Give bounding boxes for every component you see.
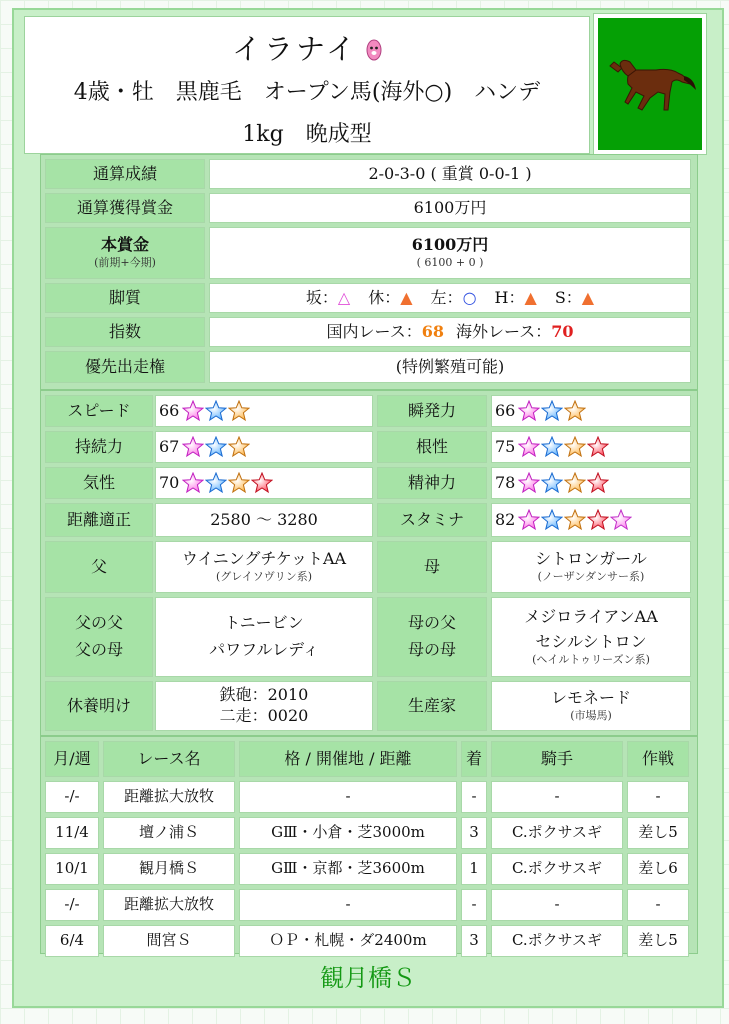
horse-name: イラナイ bbox=[232, 32, 358, 66]
horse-profile-line: 4歳・牡 黒鹿毛 オープン馬(海外○) ハンデ bbox=[73, 80, 541, 105]
dam-name: シトロンガール bbox=[535, 549, 647, 569]
leg-rest-name: 休： bbox=[368, 287, 401, 307]
star-icon bbox=[182, 436, 204, 458]
speed-label: スピード bbox=[45, 395, 153, 427]
distance-value: 2580 〜 3280 bbox=[155, 503, 373, 537]
leg-left-name: 左： bbox=[430, 287, 463, 307]
dam-sire-label: 母の父 bbox=[407, 613, 456, 633]
prize-label: 本賞金 bbox=[100, 235, 149, 255]
sire-name: ウイニングチケットAA bbox=[181, 549, 347, 569]
burst-label: 瞬発力 bbox=[377, 395, 487, 427]
race-row-0-jockey: - bbox=[491, 781, 623, 813]
prize-sub: (前期+今期) bbox=[94, 256, 156, 270]
star-icon bbox=[564, 400, 586, 422]
sire-cell bbox=[155, 541, 373, 593]
header-grade-venue-distance: 格 / 開催地 / 距離 bbox=[239, 741, 457, 777]
race-row-0-grade-venue-distance: - bbox=[239, 781, 457, 813]
sustain-label: 持続力 bbox=[45, 431, 153, 463]
star-icon bbox=[205, 436, 227, 458]
star-icon bbox=[182, 400, 204, 422]
race-row-2-grade-venue-distance: GⅢ・京都・芝3600m bbox=[239, 853, 457, 885]
race-row-1-finish: 3 bbox=[461, 817, 487, 849]
sustain-value-cell bbox=[155, 431, 373, 463]
star-icon bbox=[228, 400, 250, 422]
race-row-2-finish: 1 bbox=[461, 853, 487, 885]
dam-sire: メジロライアンAA bbox=[524, 607, 658, 627]
race-row-4-jockey: C.ポクサスギ bbox=[491, 925, 623, 957]
index-overseas-label: 海外レース： bbox=[456, 321, 552, 341]
header-race-name: レース名 bbox=[103, 741, 235, 777]
index-overseas: 70 bbox=[551, 321, 574, 341]
stamina-stars bbox=[518, 509, 633, 531]
guts-value: 75 bbox=[495, 436, 516, 456]
star-icon bbox=[541, 400, 563, 422]
star-icon bbox=[610, 509, 632, 531]
race-row-3-week: -/- bbox=[45, 889, 99, 921]
stamina-label: スタミナ bbox=[377, 503, 487, 537]
star-icon bbox=[182, 472, 204, 494]
header-strategy: 作戦 bbox=[627, 741, 689, 777]
legs-label: 脚質 bbox=[45, 283, 205, 313]
breeder-sub: (市場馬) bbox=[570, 709, 612, 723]
stamina-value-cell bbox=[491, 503, 691, 537]
priority-value: (特例繁殖可能) bbox=[209, 351, 691, 383]
breeder-label: 生産家 bbox=[377, 681, 487, 731]
burst-value: 66 bbox=[495, 400, 516, 420]
star-icon bbox=[541, 509, 563, 531]
summary-section bbox=[40, 154, 698, 390]
race-row-1-jockey: C.ポクサスギ bbox=[491, 817, 623, 849]
leg-slope-name: 坂： bbox=[305, 287, 338, 307]
horse-portrait bbox=[596, 16, 704, 152]
index-value bbox=[209, 317, 691, 347]
star-icon bbox=[564, 436, 586, 458]
star-icon bbox=[587, 509, 609, 531]
leg-rest-mark: ▲ bbox=[400, 287, 413, 307]
legs-value bbox=[209, 283, 691, 313]
sire-parents-cell bbox=[155, 597, 373, 677]
race-row-3-race-name: 距離拡大放牧 bbox=[103, 889, 235, 921]
index-label: 指数 bbox=[45, 317, 205, 347]
guts-label: 根性 bbox=[377, 431, 487, 463]
speed-value-cell bbox=[155, 395, 373, 427]
temper-value-cell bbox=[155, 467, 373, 499]
breeder-name: レモネード bbox=[550, 688, 631, 708]
star-icon bbox=[518, 472, 540, 494]
race-row-0-finish: - bbox=[461, 781, 487, 813]
burst-value-cell bbox=[491, 395, 691, 427]
race-row-4-strategy: 差し5 bbox=[627, 925, 689, 957]
record-label: 通算成績 bbox=[45, 159, 205, 189]
sire-sire: トニービン bbox=[224, 613, 304, 633]
sire-dam-label: 父の母 bbox=[74, 640, 123, 659]
temper-label: 気性 bbox=[45, 467, 153, 499]
pink-face-icon bbox=[366, 34, 382, 68]
guts-stars bbox=[518, 436, 610, 458]
rest-second: 二走：0020 bbox=[219, 706, 309, 725]
sire-dam: パワフルレディ bbox=[209, 640, 319, 659]
leg-left-mark: ○ bbox=[462, 287, 477, 307]
sire-parents-label bbox=[45, 597, 153, 677]
race-history-table bbox=[41, 737, 697, 953]
star-icon bbox=[518, 400, 540, 422]
star-icon bbox=[587, 436, 609, 458]
sire-sire-label: 父の父 bbox=[74, 613, 123, 633]
star-icon bbox=[205, 472, 227, 494]
sire-line: (グレイソヴリン系) bbox=[215, 570, 313, 584]
header-jockey: 騎手 bbox=[491, 741, 623, 777]
star-icon bbox=[518, 509, 540, 531]
race-row-3-jockey: - bbox=[491, 889, 623, 921]
race-row-0-week: -/- bbox=[45, 781, 99, 813]
race-row-3-finish: - bbox=[461, 889, 487, 921]
header-finish: 着 bbox=[461, 741, 487, 777]
race-row-1-race-name: 壇ノ浦Ｓ bbox=[103, 817, 235, 849]
index-domestic-label: 国内レース： bbox=[326, 321, 422, 341]
spirit-label: 精神力 bbox=[377, 467, 487, 499]
race-row-2-week: 10/1 bbox=[45, 853, 99, 885]
race-row-0-race-name: 距離拡大放牧 bbox=[103, 781, 235, 813]
leg-s-name: S： bbox=[554, 287, 582, 307]
prize-label-cell bbox=[45, 227, 205, 279]
spirit-value: 78 bbox=[495, 472, 516, 492]
star-icon bbox=[587, 472, 609, 494]
leg-h-name: H： bbox=[494, 287, 525, 307]
footer-race-title: 観月橋Ｓ bbox=[320, 964, 416, 992]
record-value: 2-0-3-0 ( 重賞 0-0-1 ) bbox=[209, 159, 691, 189]
horse-name-row bbox=[25, 27, 589, 68]
horse-profile-line-2: 1kg 晩成型 bbox=[242, 122, 372, 147]
star-icon bbox=[205, 400, 227, 422]
race-row-3-strategy: - bbox=[627, 889, 689, 921]
header-week: 月/週 bbox=[45, 741, 99, 777]
rest-first: 鉄砲：2010 bbox=[219, 685, 309, 705]
star-icon bbox=[518, 436, 540, 458]
temper-stars bbox=[182, 472, 274, 494]
race-row-1-grade-venue-distance: GⅢ・小倉・芝3000m bbox=[239, 817, 457, 849]
prize-value-cell bbox=[209, 227, 691, 279]
star-icon bbox=[541, 472, 563, 494]
burst-stars bbox=[518, 400, 587, 422]
race-row-0-strategy: - bbox=[627, 781, 689, 813]
leg-s-mark: ▲ bbox=[581, 287, 595, 307]
dam-label: 母 bbox=[377, 541, 487, 593]
earnings-label: 通算獲得賞金 bbox=[45, 193, 205, 223]
star-icon bbox=[228, 436, 250, 458]
dam-cell bbox=[491, 541, 691, 593]
dam-dam-line: (ヘイルトゥリーズン系) bbox=[532, 652, 650, 666]
stats-section bbox=[40, 390, 698, 736]
leg-h-mark: ▲ bbox=[524, 287, 537, 307]
race-row-4-grade-venue-distance: ＯＰ・札幌・ダ2400m bbox=[239, 925, 457, 957]
temper-value: 70 bbox=[159, 472, 180, 492]
rest-cell bbox=[155, 681, 373, 731]
earnings-value: 6100万円 bbox=[209, 193, 691, 223]
dam-parents-cell bbox=[491, 597, 691, 677]
race-row-4-race-name: 間宮Ｓ bbox=[103, 925, 235, 957]
priority-label: 優先出走権 bbox=[45, 351, 205, 383]
sustain-value: 67 bbox=[159, 436, 180, 456]
race-row-1-week: 11/4 bbox=[45, 817, 99, 849]
breeder-cell bbox=[491, 681, 691, 731]
horse-card bbox=[12, 8, 724, 1008]
race-row-2-jockey: C.ポクサスギ bbox=[491, 853, 623, 885]
horse-header bbox=[24, 16, 590, 154]
dam-dam: セシルシトロン bbox=[535, 631, 647, 651]
race-row-1-strategy: 差し5 bbox=[627, 817, 689, 849]
spirit-stars bbox=[518, 472, 610, 494]
race-row-2-race-name: 観月橋Ｓ bbox=[103, 853, 235, 885]
prize-value: 6100万円 bbox=[411, 235, 489, 255]
rest-label: 休養明け bbox=[45, 681, 153, 731]
guts-value-cell bbox=[491, 431, 691, 463]
star-icon bbox=[251, 472, 273, 494]
leg-slope-mark: △ bbox=[337, 287, 351, 307]
star-icon bbox=[564, 472, 586, 494]
spirit-value-cell bbox=[491, 467, 691, 499]
race-row-4-week: 6/4 bbox=[45, 925, 99, 957]
distance-label: 距離適正 bbox=[45, 503, 153, 537]
dam-parents-label bbox=[377, 597, 487, 677]
dam-line: (ノーザンダンサー系) bbox=[537, 570, 645, 584]
sustain-stars bbox=[182, 436, 251, 458]
race-row-3-grade-venue-distance: - bbox=[239, 889, 457, 921]
speed-value: 66 bbox=[159, 400, 180, 420]
horse-silhouette-icon bbox=[598, 18, 702, 150]
stamina-value: 82 bbox=[495, 509, 516, 529]
dam-dam-label: 母の母 bbox=[407, 640, 456, 659]
star-icon bbox=[228, 472, 250, 494]
race-row-2-strategy: 差し6 bbox=[627, 853, 689, 885]
speed-stars bbox=[182, 400, 251, 422]
race-history-section bbox=[40, 736, 698, 954]
index-domestic: 68 bbox=[421, 321, 444, 341]
race-row-4-finish: 3 bbox=[461, 925, 487, 957]
star-icon bbox=[564, 509, 586, 531]
prize-detail: ( 6100 + 0 ) bbox=[416, 256, 484, 270]
star-icon bbox=[541, 436, 563, 458]
sire-label: 父 bbox=[45, 541, 153, 593]
